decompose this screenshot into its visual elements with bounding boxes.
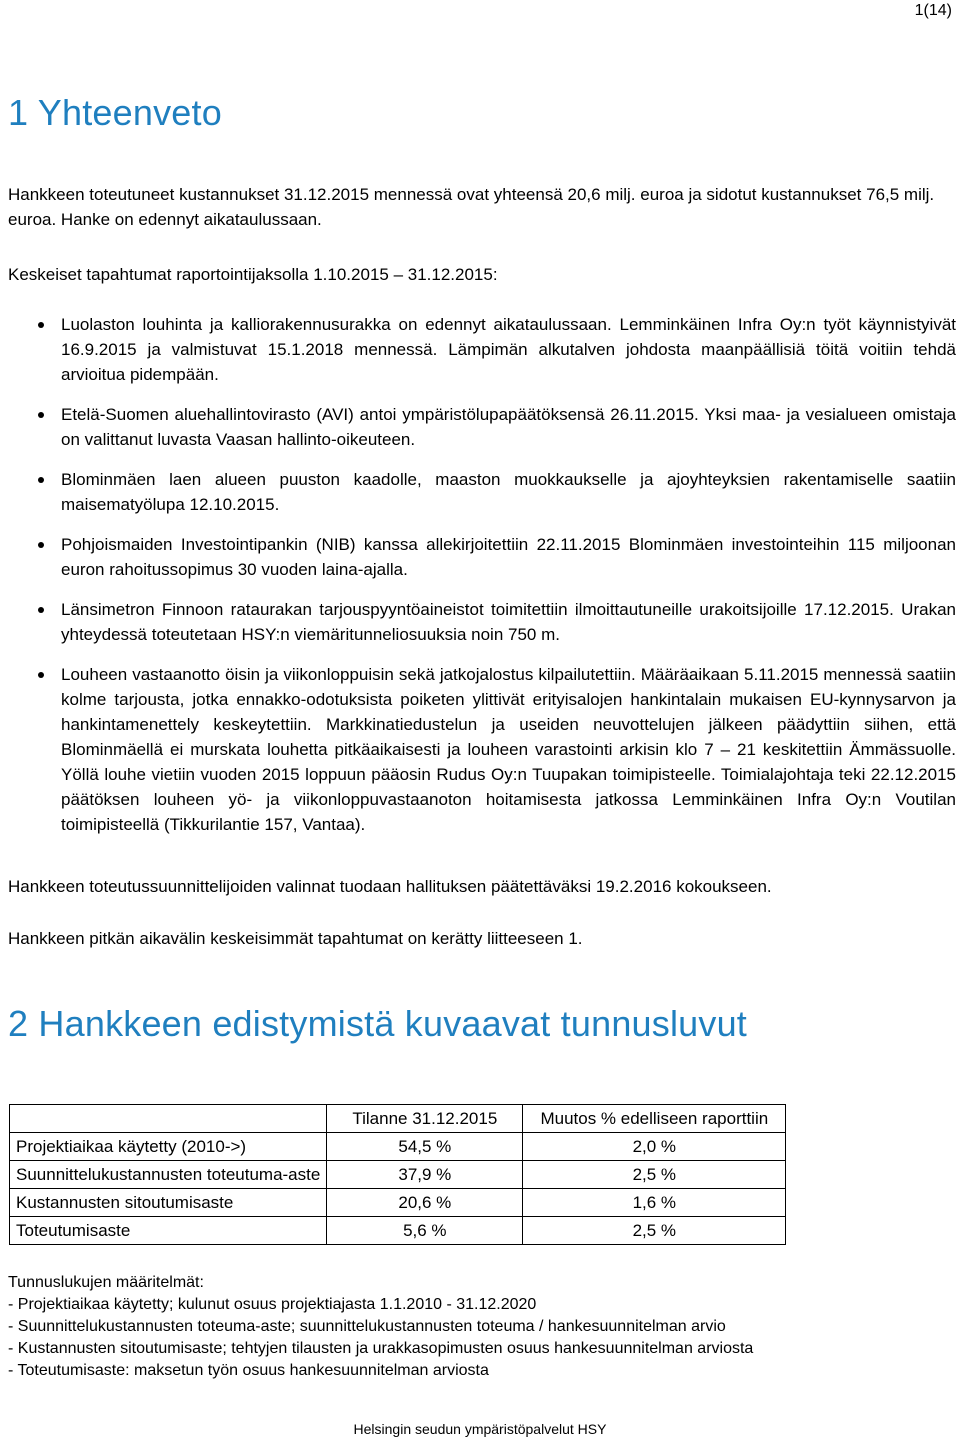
intro-paragraph: Hankkeen toteutuneet kustannukset 31.12.2015 mennessä ovat yhteensä 20,6 milj. euroa ja sidotut kustannukset 76,5 milj. euroa. Hanke on edennyt aikataulussaan. — [8, 185, 935, 229]
bullet-icon — [38, 412, 44, 418]
list-item: Luolaston louhinta ja kalliorakennusurakka on edennyt aikataulussaan. Lemminkäinen Infra Oy:n työt käynnistyivät 16.9.2015 ja valmistuvat 15.1.2018 mennessä. Lämpimän alkutalven johdosta maanpäällisiä töitä voitiin tehdä arvioitua pidempään. — [0, 312, 960, 387]
list-item: Pohjoismaiden Investointipankin (NIB) kanssa allekirjoitettiin 22.11.2015 Blominmäen investointeihin 115 miljoonan euron rahoitussopimus 30 vuoden laina-ajalla. — [0, 532, 960, 582]
definition-item: - Suunnittelukustannusten toteuma-aste; suunnittelukustannusten toteuma / hankesuunnitelman arvio — [8, 1318, 726, 1335]
table-cell: 54,5 % — [327, 1133, 523, 1161]
table-cell: 1,6 % — [523, 1189, 786, 1217]
table-cell: Toteutumisaste — [10, 1217, 327, 1245]
list-item: Etelä-Suomen aluehallintovirasto (AVI) antoi ympäristölupapäätöksensä 26.11.2015. Yksi maa- ja vesialueen omistaja on valittanut luvasta Vaasan hallinto-oikeuteen. — [0, 402, 960, 452]
definitions-title: Tunnuslukujen määritelmät: — [8, 1274, 204, 1291]
bullet-icon — [38, 607, 44, 613]
bullet-icon — [38, 477, 44, 483]
table-row — [10, 1161, 786, 1189]
table-cell: 20,6 % — [327, 1189, 523, 1217]
bullet-icon — [38, 672, 44, 678]
page-number: 1(14) — [914, 2, 952, 19]
table-cell: Kustannusten sitoutumisaste — [10, 1189, 327, 1217]
table-header-cell: Tilanne 31.12.2015 — [327, 1105, 523, 1133]
indicators-table — [9, 1104, 786, 1245]
table-cell: 2,0 % — [523, 1133, 786, 1161]
table-row — [10, 1217, 786, 1245]
events-list — [0, 312, 960, 852]
events-lead: Keskeiset tapahtumat raportointijaksolla 1.10.2015 – 31.12.2015: — [8, 265, 498, 284]
table-cell: 5,6 % — [327, 1217, 523, 1245]
table-cell: 37,9 % — [327, 1161, 523, 1189]
definition-item: - Toteutumisaste: maksetun työn osuus hankesuunnitelman arviosta — [8, 1362, 489, 1379]
definition-item: - Projektiaikaa käytetty; kulunut osuus projektiajasta 1.1.2010 - 31.12.2020 — [8, 1296, 537, 1313]
definitions — [8, 1272, 753, 1382]
table-cell: Projektiaikaa käytetty (2010->) — [10, 1133, 327, 1161]
bullet-icon — [38, 542, 44, 548]
list-item: Blominmäen laen alueen puuston kaadolle, maaston muokkaukselle ja ajoyhteyksien rakentamiselle saatiin maisematyölupa 12.10.2015. — [0, 467, 960, 517]
list-item: Länsimetron Finnoon rataurakan tarjouspyyntöaineistot toimitettiin ilmoittautuneille urakoitsijoille 17.12.2015. Urakan yhteydessä toteutetaan HSY:n viemäritunneliosuuksia noin 750 m. — [0, 597, 960, 647]
table-cell: Suunnittelukustannusten toteutuma-aste — [10, 1161, 327, 1189]
table-row — [10, 1189, 786, 1217]
page-footer: Helsingin seudun ympäristöpalvelut HSY — [353, 1421, 607, 1437]
paragraph-designers: Hankkeen toteutussuunnittelijoiden valinnat tuodaan hallituksen päätettäväksi 19.2.2016 kokoukseen. — [8, 877, 772, 896]
section-2-heading: 2 Hankkeen edistymistä kuvaavat tunnusluvut — [8, 1003, 748, 1044]
paragraph-appendix: Hankkeen pitkän aikavälin keskeisimmät tapahtumat on kerätty liitteeseen 1. — [8, 929, 583, 948]
definition-item: - Kustannusten sitoutumisaste; tehtyjen tilausten ja urakkasopimusten osuus hankesuunnitelman arviosta — [8, 1340, 754, 1357]
table-row — [10, 1133, 786, 1161]
list-item: Louheen vastaanotto öisin ja viikonloppuisin sekä jatkojalostus kilpailutettiin. Määräaikaan 5.11.2015 mennessä saatiin kolme tarjousta, jotka ennakko-odotuksista poiketen ylittivät erityisalojen hankintalain mukaisen EU-kynnysarvon ja hankintamenettely keskeytettiin. Markkinatiedustelun ja useiden neuvottelujen jälkeen päädyttiin siihen, että Blominmäellä ei murskata louhetta pitkäaikaisesti ja louheen varastointi arkisin klo 7 – 21 keskitettiin Ämmässuolle. Yöllä louhe vietiin vuoden 2015 loppuun pääosin Rudus Oy:n Tuupakan toimipisteelle. Toimialajohtaja teki 22.12.2015 päätöksen louheen yö- ja viikonloppuvastaanoton hoitamisesta jatkossa Lemminkäinen Infra Oy:n Voutilan toimipisteellä (Tikkurilantie 157, Vantaa). — [0, 662, 960, 837]
section-1-heading: 1 Yhteenveto — [8, 92, 222, 133]
table-cell: 2,5 % — [523, 1161, 786, 1189]
table-header-cell: Muutos % edelliseen raporttiin — [523, 1105, 786, 1133]
bullet-icon — [38, 322, 44, 328]
table-header-row — [10, 1105, 786, 1133]
table-cell: 2,5 % — [523, 1217, 786, 1245]
table-header-cell — [10, 1105, 327, 1133]
